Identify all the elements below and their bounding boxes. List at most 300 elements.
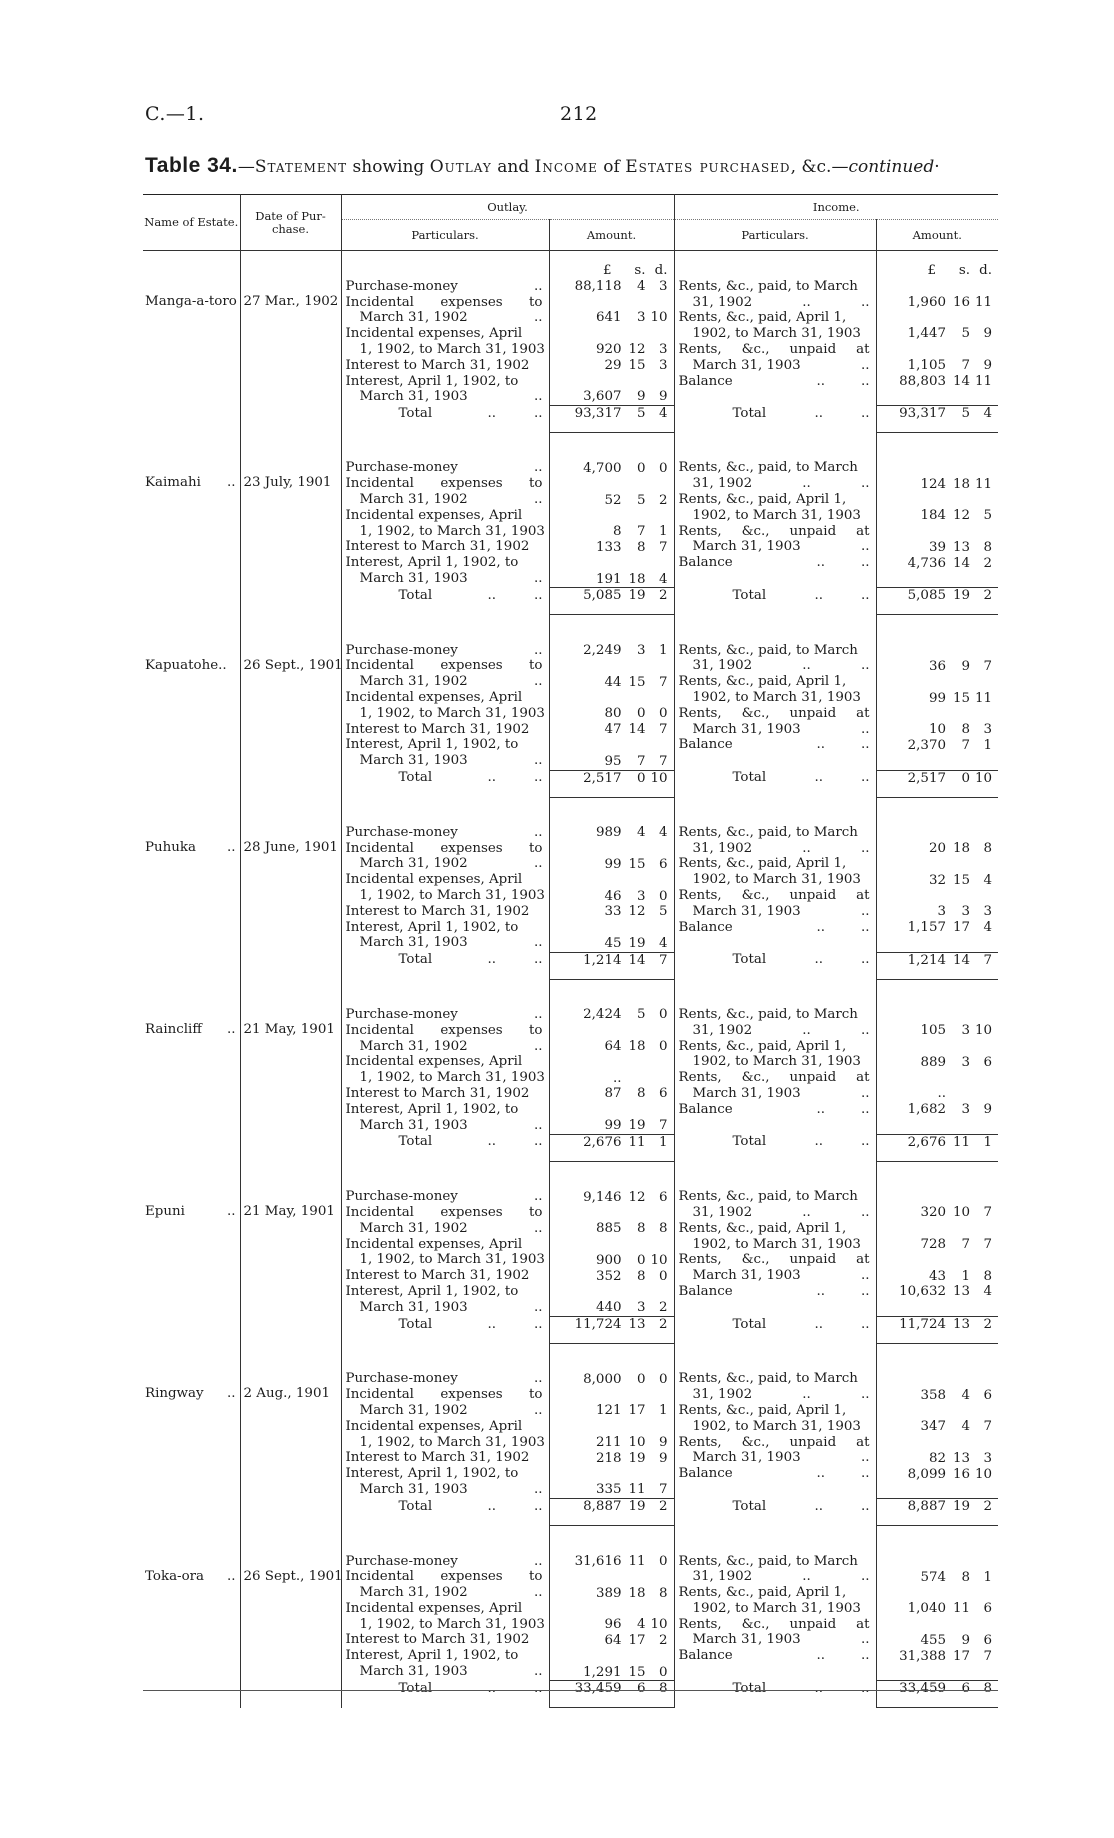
- amount-shillings: 14: [628, 952, 646, 968]
- dots: ..: [860, 737, 870, 753]
- dots: ..: [814, 1134, 823, 1150]
- amount-shillings: 16: [952, 1466, 970, 1482]
- income-label-balance: Balance: [678, 1466, 733, 1482]
- outlay-label-inc2: 1, 1902, to March 31, 1903: [359, 888, 545, 903]
- estate-name: Raincliff: [145, 1021, 202, 1037]
- purchase-date: 28 June, 1901: [243, 839, 338, 855]
- dots: ..: [860, 721, 870, 737]
- outlay-total-label-cell: [341, 588, 549, 615]
- estate-row: [143, 979, 998, 1134]
- income-label-r1: 31, 1902: [692, 476, 753, 492]
- amount-pounds: 82: [928, 1450, 946, 1466]
- outlay-label-inc2: Incidental expenses, April: [345, 1236, 523, 1252]
- amount-pounds: 133: [595, 539, 622, 555]
- header-income-amount: Amount.: [876, 220, 998, 251]
- empty-cell: [143, 1134, 240, 1161]
- amount-pounds: 31,616: [574, 1554, 622, 1569]
- amount-pence: 0: [658, 1039, 668, 1055]
- estate-name-dots: ..: [226, 1204, 236, 1220]
- amount-shillings: 7: [961, 357, 970, 373]
- amount-pounds: 4,700: [583, 460, 622, 476]
- title-word: , &c.: [790, 157, 832, 177]
- income-label-r3: Rents,: [678, 705, 722, 721]
- dots: ..: [533, 674, 543, 690]
- estate-name-cell: [143, 1526, 240, 1681]
- money-amount: [877, 508, 999, 524]
- dots: ..: [816, 555, 825, 571]
- money-amount: [550, 1586, 674, 1602]
- estate-date-cell: [240, 979, 341, 1134]
- dots: ..: [533, 389, 543, 405]
- amount-pence: 9: [658, 1450, 668, 1466]
- amount-shillings: 7: [961, 1237, 970, 1253]
- money-amount: [877, 691, 999, 707]
- total-row: [143, 770, 998, 797]
- dots: ..: [860, 1268, 870, 1284]
- amount-pence: 6: [983, 1632, 992, 1648]
- empty-cell: [143, 588, 240, 615]
- income-label-r1: Rents, &c., paid, to March: [678, 1553, 858, 1569]
- amount-pence: 1: [983, 1134, 992, 1150]
- amount-pence: 0: [658, 706, 668, 722]
- income-label-r3: March 31, 1903: [692, 357, 801, 373]
- outlay-label-inc2: 1, 1902, to March 31, 1903: [359, 1070, 545, 1086]
- money-amount: [550, 1300, 674, 1316]
- amount-shillings: 17: [628, 1403, 646, 1419]
- amount-pence: 6: [658, 1086, 668, 1102]
- amount-shillings: 10: [628, 1435, 646, 1451]
- amount-pounds: 5,085: [583, 588, 622, 604]
- amount-shillings: 9: [961, 1632, 970, 1648]
- income-particulars: [674, 1161, 876, 1316]
- income-label-r1: Rents, &c., paid, to March: [678, 460, 858, 476]
- money-amount: [550, 279, 674, 295]
- amount-shillings: 8: [636, 1268, 646, 1284]
- dots: ..: [533, 1117, 543, 1133]
- empty-cell: [240, 770, 341, 797]
- amount-shillings: 13: [952, 1284, 970, 1300]
- dots: ..: [816, 737, 825, 753]
- dots: ..: [533, 492, 543, 508]
- dots: ..: [860, 476, 870, 492]
- amount-shillings: 18: [628, 571, 646, 587]
- outlay-particulars: [341, 1161, 549, 1316]
- outlay-total-label-cell: [341, 1681, 549, 1708]
- dots: ..: [533, 1006, 543, 1022]
- money-amount: [877, 1205, 999, 1221]
- currency-units: [877, 1538, 999, 1554]
- income-amounts: [876, 1344, 998, 1499]
- outlay-particulars: [341, 797, 549, 952]
- amount-pence: 10: [974, 770, 992, 786]
- amount-pence: 1: [658, 524, 668, 540]
- money-amount: [877, 771, 999, 787]
- currency-units: [550, 263, 674, 279]
- amount-pounds: 95: [604, 753, 622, 769]
- amount-shillings: 15: [952, 690, 970, 706]
- amount-pence: 2: [983, 555, 992, 571]
- empty-cell: [240, 1681, 341, 1708]
- dots: ..: [860, 1450, 870, 1466]
- outlay-label-inc: March 31, 1902: [359, 1220, 468, 1236]
- amount-shillings: 18: [628, 1039, 646, 1055]
- income-particulars: [674, 979, 876, 1134]
- amount-pounds: 8: [612, 524, 622, 540]
- amount-pounds: 44: [604, 674, 622, 690]
- income-label-r1: Rents, &c., paid, to March: [678, 824, 858, 840]
- dots: ..: [802, 1387, 811, 1403]
- amount-pence: 10: [650, 1252, 668, 1268]
- outlay-total-label: Total: [398, 1680, 433, 1696]
- income-label-r3: at: [856, 705, 870, 721]
- amount-pence: 7: [983, 1648, 992, 1664]
- dots: ..: [533, 1481, 543, 1497]
- income-total-label: Total: [732, 1680, 767, 1696]
- amount-shillings: 9: [961, 658, 970, 674]
- income-label-balance: Balance: [678, 373, 733, 389]
- money-amount: [877, 1499, 999, 1515]
- amount-pounds: 1,682: [907, 1102, 946, 1118]
- amount-shillings: 18: [952, 476, 970, 492]
- money-amount: [877, 1237, 999, 1253]
- dots: ..: [487, 1316, 496, 1332]
- estate-row: [143, 251, 998, 406]
- amount-shillings: 3: [961, 1102, 970, 1118]
- outlay-label-inc: March 31, 1902: [359, 310, 468, 326]
- money-amount: [877, 1284, 999, 1300]
- amount-pounds: 11,724: [574, 1317, 622, 1333]
- dots: ..: [533, 1680, 543, 1696]
- amount-shillings: 0: [636, 460, 646, 476]
- money-amount: [877, 1570, 999, 1586]
- income-label-r3: at: [856, 341, 870, 357]
- income-label-balance: Balance: [678, 1101, 733, 1117]
- amount-pounds: 1,040: [907, 1601, 946, 1617]
- amount-pounds: 455: [920, 1632, 946, 1648]
- outlay-particulars: [341, 615, 549, 770]
- dots: ..: [860, 770, 870, 786]
- amount-pounds: 43: [928, 1268, 946, 1284]
- income-label-balance: Balance: [678, 919, 733, 935]
- amount-pence: 3: [983, 1450, 992, 1466]
- income-label-r3: March 31, 1903: [692, 1268, 801, 1284]
- dots: ..: [487, 952, 496, 968]
- total-row: [143, 1134, 998, 1161]
- estate-name: Kapuatohe..: [145, 657, 227, 673]
- income-total-label: Total: [732, 1134, 767, 1150]
- amount-pence: 2: [983, 588, 992, 604]
- income-label-r3: March 31, 1903: [692, 1085, 801, 1101]
- table-body: [143, 251, 998, 1708]
- amount-shillings: 3: [636, 888, 646, 904]
- outlay-label-int1: Interest to March 31, 1902: [345, 903, 530, 919]
- income-label-r3: Rents,: [678, 523, 722, 539]
- income-label-r1: 31, 1902: [692, 1204, 753, 1220]
- income-label-r3: at: [856, 1252, 870, 1268]
- amount-pence: 9: [658, 1435, 668, 1451]
- outlay-total-cell: [549, 406, 674, 433]
- amount-shillings: 4: [961, 1387, 970, 1403]
- money-amount: [550, 1317, 674, 1333]
- income-total-cell: [876, 952, 998, 979]
- income-label-r2: Rents, &c., paid, April 1,: [678, 310, 847, 326]
- bottom-rule: [143, 1690, 998, 1691]
- income-total-label-cell: [674, 1499, 876, 1526]
- income-label-r3: Rents,: [678, 888, 722, 903]
- income-total-label-cell: [674, 406, 876, 433]
- amount-pence: 10: [650, 1617, 668, 1633]
- currency-units: [550, 1174, 674, 1190]
- amount-pence: 11: [974, 373, 992, 389]
- amount-pence: 1: [983, 1569, 992, 1585]
- outlay-label-inc: expenses: [440, 840, 503, 856]
- amount-pounds: ..: [612, 1070, 622, 1086]
- money-amount: [877, 1633, 999, 1649]
- money-amount: [877, 556, 999, 572]
- amount-shillings: 11: [628, 1134, 646, 1150]
- dots: ..: [860, 1204, 870, 1220]
- amount-pounds: 1,105: [907, 357, 946, 373]
- amount-shillings: 0: [636, 770, 646, 786]
- estate-name-cell: [143, 1161, 240, 1316]
- header-name: Name of Estate.: [143, 195, 240, 251]
- outlay-label-inc: March 31, 1902: [359, 856, 468, 872]
- outlay-amounts: [549, 433, 674, 588]
- amount-pounds: 87: [604, 1086, 622, 1102]
- dots: ..: [816, 1648, 825, 1664]
- amount-pence: 2: [983, 1317, 992, 1333]
- total-row: [143, 1499, 998, 1526]
- title-income: Income: [534, 157, 598, 177]
- header-date: Date of Pur-chase.: [240, 195, 341, 251]
- empty-cell: [240, 1134, 341, 1161]
- amount-pounds: 1,157: [907, 920, 946, 936]
- title-word: and: [491, 157, 535, 177]
- amount-pounds: 8,887: [583, 1499, 622, 1515]
- dots: ..: [860, 357, 870, 373]
- outlay-label-inc: expenses: [440, 658, 503, 674]
- income-label-r3: &c.,: [741, 1252, 770, 1268]
- amount-shillings: 6: [636, 1681, 646, 1697]
- amount-shillings: 19: [952, 1499, 970, 1515]
- estate-name: Toka-ora: [145, 1568, 205, 1584]
- money-amount: [550, 1482, 674, 1498]
- dots: ..: [814, 770, 823, 786]
- purchase-date: 26 Sept., 1901: [243, 1568, 343, 1584]
- amount-pence: 2: [983, 1499, 992, 1515]
- outlay-label-int1: Interest to March 31, 1902: [345, 357, 530, 373]
- outlay-label-inc: Incidental: [345, 1387, 414, 1403]
- amount-shillings: 15: [628, 1664, 646, 1680]
- money-amount: [877, 358, 999, 374]
- amount-pence: 3: [658, 341, 668, 357]
- amount-pence: 7: [658, 753, 668, 769]
- outlay-label-int1: Interest to March 31, 1902: [345, 1450, 530, 1466]
- income-label-r3: at: [856, 1616, 870, 1632]
- income-label-r2: Rents, &c., paid, April 1,: [678, 674, 847, 690]
- amount-pence: 10: [650, 310, 668, 326]
- income-total-label: Total: [732, 1498, 767, 1514]
- outlay-total-label-cell: [341, 1134, 549, 1161]
- estate-name: Puhuka: [145, 839, 196, 855]
- outlay-total-label-cell: [341, 406, 549, 433]
- money-amount: [877, 1451, 999, 1467]
- money-amount: [550, 588, 674, 604]
- amount-shillings: 3: [961, 1054, 970, 1070]
- amount-pence: 7: [983, 1237, 992, 1253]
- outlay-particulars: [341, 1526, 549, 1681]
- amount-pence: 0: [658, 1554, 668, 1569]
- currency-unit: d.: [654, 263, 668, 278]
- income-label-r3: at: [856, 888, 870, 903]
- amount-pounds: 1,291: [583, 1664, 622, 1680]
- income-label-r2: 1902, to March 31, 1903: [692, 872, 861, 888]
- outlay-label-purchase: Purchase-money: [345, 824, 458, 840]
- income-total-cell: [876, 406, 998, 433]
- amount-pence: 3: [658, 357, 668, 373]
- amount-pounds: 45: [604, 935, 622, 951]
- empty-cell: [143, 1499, 240, 1526]
- outlay-total-cell: [549, 1317, 674, 1344]
- income-label-r3: unpaid: [789, 1252, 837, 1268]
- dots: ..: [814, 1316, 823, 1332]
- amount-shillings: 11: [952, 1134, 970, 1150]
- income-label-r3: at: [856, 523, 870, 539]
- outlay-label-inc: expenses: [440, 1022, 503, 1038]
- currency-units: [550, 1538, 674, 1554]
- amount-pounds: 2,424: [583, 1007, 622, 1023]
- amount-shillings: 0: [636, 1252, 646, 1268]
- dots: ..: [860, 1387, 870, 1403]
- empty-cell: [143, 952, 240, 979]
- amount-pounds: 218: [595, 1450, 622, 1466]
- total-row: [143, 1317, 998, 1344]
- money-amount: [550, 1118, 674, 1134]
- amount-pence: 7: [983, 658, 992, 674]
- estate-name: Manga-a-toro: [145, 293, 237, 309]
- outlay-label-int2: Interest, April 1, 1902, to: [345, 1648, 519, 1664]
- dots: ..: [533, 405, 543, 421]
- money-amount: [550, 1086, 674, 1102]
- money-amount: [550, 1135, 674, 1151]
- outlay-label-inc: March 31, 1902: [359, 1038, 468, 1054]
- amount-pence: [646, 1071, 674, 1087]
- amount-pounds: 105: [920, 1023, 946, 1039]
- outlay-label-inc: Incidental: [345, 658, 414, 674]
- amount-pounds: 31,388: [899, 1648, 946, 1664]
- estate-date-cell: [240, 1161, 341, 1316]
- dots: ..: [533, 770, 543, 786]
- estate-name-cell: [143, 615, 240, 770]
- money-amount: [550, 493, 674, 509]
- amount-pence: 8: [658, 1681, 668, 1697]
- amount-shillings: 5: [636, 406, 646, 422]
- amount-shillings: 3: [636, 310, 646, 326]
- outlay-label-inc2: 1, 1902, to March 31, 1903: [359, 1434, 545, 1450]
- outlay-label-inc: expenses: [440, 1387, 503, 1403]
- dots: ..: [533, 1664, 543, 1680]
- amount-pence: 6: [983, 1054, 992, 1070]
- income-label-r3: Rents,: [678, 1252, 722, 1268]
- money-amount: [550, 1403, 674, 1419]
- amount-shillings: 19: [628, 1499, 646, 1515]
- dots: ..: [533, 1134, 543, 1150]
- outlay-label-int2: March 31, 1903: [359, 1664, 468, 1680]
- dots: ..: [860, 658, 870, 674]
- dots: ..: [533, 1038, 543, 1054]
- money-amount: [877, 1419, 999, 1435]
- outlay-label-inc: to: [529, 1569, 543, 1585]
- amount-pence: 9: [983, 357, 992, 373]
- amount-pounds: ..: [937, 1086, 946, 1102]
- income-particulars: [674, 251, 876, 406]
- currency-units: [877, 1356, 999, 1372]
- amount-pounds: 99: [928, 690, 946, 706]
- outlay-label-inc: expenses: [440, 294, 503, 310]
- amount-shillings: 6: [961, 1681, 970, 1697]
- amount-shillings: 15: [628, 856, 646, 872]
- money-amount: [877, 477, 999, 493]
- amount-pence: 7: [658, 952, 668, 968]
- outlay-label-inc2: 1, 1902, to March 31, 1903: [359, 341, 545, 357]
- amount-pence: 3: [983, 722, 992, 738]
- amount-pence: [970, 1086, 998, 1102]
- amount-shillings: 11: [952, 1601, 970, 1617]
- amount-pence: 6: [983, 1601, 992, 1617]
- outlay-total-cell: [549, 952, 674, 979]
- income-total-label-cell: [674, 1317, 876, 1344]
- amount-pounds: 99: [604, 1118, 622, 1134]
- dots: ..: [533, 753, 543, 769]
- amount-pounds: 93,317: [899, 406, 946, 422]
- outlay-label-inc2: Incidental expenses, April: [345, 507, 523, 523]
- dots: ..: [533, 587, 543, 603]
- empty-cell: [240, 1317, 341, 1344]
- amount-shillings: 8: [961, 1569, 970, 1585]
- income-total-cell: [876, 1681, 998, 1708]
- amount-pounds: 320: [920, 1205, 946, 1221]
- amount-shillings: 4: [961, 1419, 970, 1435]
- empty-cell: [143, 406, 240, 433]
- outlay-label-int2: March 31, 1903: [359, 935, 468, 951]
- amount-shillings: 8: [961, 722, 970, 738]
- amount-pounds: 2,249: [583, 643, 622, 659]
- amount-pounds: 211: [595, 1435, 622, 1451]
- estate-name-cell: [143, 979, 240, 1134]
- amount-pounds: 347: [920, 1419, 946, 1435]
- money-amount: [877, 841, 999, 857]
- money-amount: [550, 722, 674, 738]
- outlay-label-inc: Incidental: [345, 294, 414, 310]
- amount-pence: 5: [658, 904, 668, 920]
- dots: ..: [860, 1022, 870, 1038]
- income-label-r3: Rents,: [678, 341, 722, 357]
- outlay-label-inc: to: [529, 658, 543, 674]
- amount-pence: 10: [974, 1466, 992, 1482]
- outlay-total-cell: [549, 588, 674, 615]
- income-label-r2: Rents, &c., paid, April 1,: [678, 1038, 847, 1054]
- amount-shillings: 16: [952, 294, 970, 310]
- amount-shillings: 7: [961, 737, 970, 753]
- outlay-label-inc2: Incidental expenses, April: [345, 326, 523, 342]
- amount-shillings: 15: [628, 357, 646, 373]
- income-label-r1: Rents, &c., paid, to March: [678, 278, 858, 294]
- money-amount: [877, 722, 999, 738]
- outlay-amounts: [549, 615, 674, 770]
- outlay-label-int2: March 31, 1903: [359, 1117, 468, 1133]
- currency-units: [550, 1356, 674, 1372]
- outlay-label-inc: Incidental: [345, 476, 414, 492]
